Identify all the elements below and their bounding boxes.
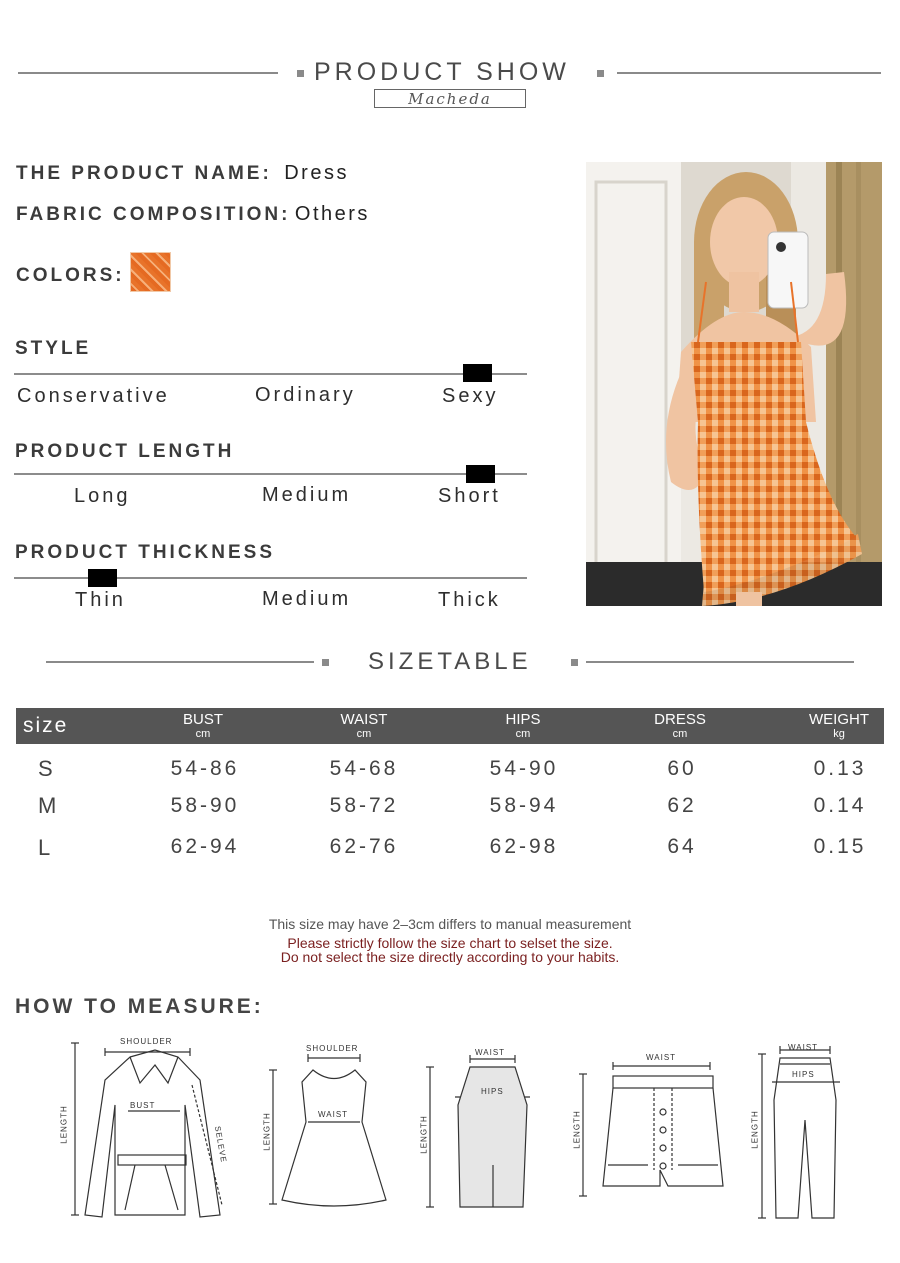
shorts-diagram (568, 1050, 738, 1200)
table-cell: 0.13 (813, 757, 867, 780)
style-selected-marker (463, 364, 492, 382)
pants-diagram (742, 1040, 862, 1225)
style-option-sexy: Sexy (442, 385, 499, 407)
column-waist-unit: cm (356, 728, 372, 740)
header-rule-right (617, 72, 881, 74)
thickness-option-medium: Medium (262, 588, 352, 610)
size-column-header: size (23, 714, 69, 737)
column-bust-unit: cm (195, 728, 211, 740)
table-cell: 62-98 (489, 835, 559, 858)
length-heading: PRODUCT LENGTH (15, 441, 235, 462)
thickness-option-thick: Thick (438, 589, 501, 611)
table-cell: 54-90 (489, 757, 559, 780)
dress-length-label: LENGTH (262, 1112, 272, 1151)
table-row-size: L (38, 835, 51, 860)
thickness-option-thin: Thin (75, 589, 126, 611)
fabric-row (16, 203, 370, 226)
column-hips-unit: cm (515, 728, 531, 740)
header-rule-left (18, 72, 278, 74)
style-option-ordinary: Ordinary (255, 384, 356, 406)
size-note-grey: This size may have 2–3cm differs to manual measurement (268, 916, 632, 932)
column-waist-name: WAIST (340, 711, 388, 728)
jacket-length-label: LENGTH (59, 1105, 69, 1144)
skirt-diagram (415, 1045, 545, 1215)
length-scale-line (14, 473, 527, 475)
thickness-selected-marker (88, 569, 117, 587)
sizetable-title: SIZETABLE (368, 648, 532, 675)
table-cell: 62-76 (329, 835, 399, 858)
product-name-label: THE PRODUCT NAME: (16, 163, 272, 184)
column-header-dress (620, 708, 740, 744)
table-cell: 58-90 (170, 794, 240, 817)
column-bust-name: BUST (182, 711, 223, 728)
column-header-waist (304, 708, 424, 744)
column-header-weight (779, 708, 899, 744)
colors-label: COLORS: (16, 265, 125, 286)
column-dress-name: DRESS (654, 711, 706, 728)
product-photo (586, 162, 882, 606)
style-scale-line (14, 373, 527, 375)
skirt-length-label: LENGTH (419, 1115, 429, 1154)
jacket-shoulder-label: SHOULDER (120, 1037, 173, 1046)
pants-length-label: LENGTH (750, 1110, 760, 1149)
table-cell: 0.15 (813, 835, 867, 858)
table-cell: 58-72 (329, 794, 399, 817)
how-to-measure-heading: HOW TO MEASURE: (15, 995, 264, 1018)
sizetable-bullet-left (322, 659, 329, 666)
skirt-hips-label: HIPS (481, 1087, 504, 1096)
jacket-diagram (60, 1035, 240, 1225)
skirt-waist-label: WAIST (475, 1048, 506, 1057)
brand-name: Macheda (408, 90, 492, 108)
dress-shoulder-label: SHOULDER (306, 1044, 359, 1053)
table-cell: 62 (667, 794, 697, 817)
table-cell: 54-68 (329, 757, 399, 780)
product-photo-illustration (586, 162, 882, 606)
sizetable-rule-left (46, 661, 314, 663)
jacket-bust-label: BUST (130, 1101, 156, 1110)
length-option-medium: Medium (262, 484, 352, 506)
pants-waist-label: WAIST (788, 1043, 819, 1052)
table-cell: 64 (667, 835, 697, 858)
dress-diagram (258, 1042, 393, 1212)
table-cell: 60 (667, 757, 697, 780)
brand-box (374, 89, 526, 108)
table-row-size: M (38, 793, 57, 818)
table-cell: 0.14 (813, 794, 867, 817)
fabric-value: Others (294, 203, 370, 225)
column-header-bust (143, 708, 263, 744)
header-bullet-right (597, 70, 604, 77)
header-bullet-left (297, 70, 304, 77)
product-name-row (16, 162, 349, 185)
color-swatch-orange[interactable] (130, 252, 171, 292)
size-note-red-2: Do not select the size directly according to your habits. (280, 949, 620, 965)
table-cell: 58-94 (489, 794, 559, 817)
table-cell: 54-86 (170, 757, 240, 780)
fabric-label: FABRIC COMPOSITION: (16, 204, 291, 225)
thickness-heading: PRODUCT THICKNESS (15, 542, 276, 563)
table-cell: 62-94 (170, 835, 240, 858)
length-option-short: Short (438, 485, 501, 507)
sizetable-bullet-right (571, 659, 578, 666)
shorts-waist-label: WAIST (646, 1053, 677, 1062)
page-title: PRODUCT SHOW (314, 58, 570, 86)
style-option-conservative: Conservative (17, 385, 170, 407)
column-header-hips (463, 708, 583, 744)
column-dress-unit: cm (672, 728, 688, 740)
size-note-red-1: Please strictly follow the size chart to selset the size. (287, 935, 613, 951)
product-name-value: Dress (284, 162, 349, 184)
column-weight-unit: kg (833, 728, 845, 740)
style-heading: STYLE (15, 338, 92, 359)
column-weight-name: WEIGHT (809, 711, 869, 728)
shorts-length-label: LENGTH (572, 1110, 582, 1149)
length-option-long: Long (74, 485, 131, 507)
jacket-sleeve-label: SELEVE (212, 1125, 229, 1164)
column-hips-name: HIPS (505, 711, 541, 728)
table-row-size: S (38, 756, 53, 781)
pants-hips-label: HIPS (792, 1070, 815, 1079)
dress-waist-label: WAIST (318, 1110, 349, 1119)
length-selected-marker (466, 465, 495, 483)
sizetable-rule-right (586, 661, 854, 663)
